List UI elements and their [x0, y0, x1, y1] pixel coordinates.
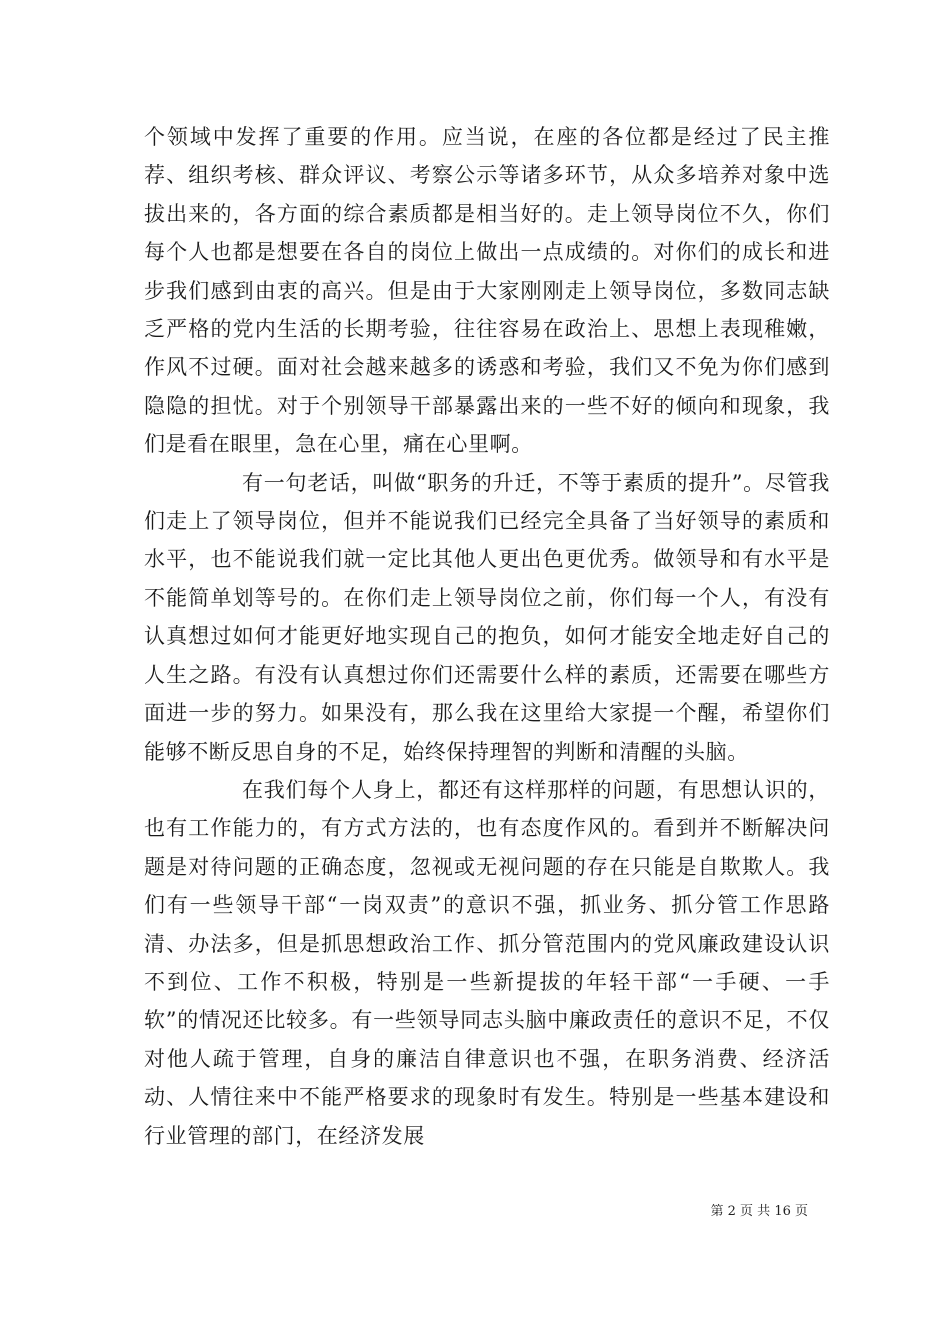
body-text	[144, 118, 830, 1155]
paragraph-2: 有一句老话，叫做“职务的升迁，不等于素质的提升”。尽管我们走上了领导岗位，但并不能说我们已经完全具备了当好领导的素质和水平，也不能说我们就一定比其他人更出色更优秀。做领导和有水平是不能简单划等号的。在你们走上领导岗位之前，你们每一个人，有没有认真想过如何才能更好地实现自己的抱负，如何才能安全地走好自己的人生之路。有没有认真想过你们还需要什么样的素质，还需要在哪些方面进一步的努力。如果没有，那么我在这里给大家提一个醒，希望你们能够不断反思自身的不足，始终保持理智的判断和清醒的头脑。	[144, 470, 830, 764]
paragraph-1: 个领域中发挥了重要的作用。应当说，在座的各位都是经过了民主推荐、组织考核、群众评议、考察公示等诸多环节，从众多培养对象中选拔出来的，各方面的综合素质都是相当好的。走上领导岗位不久，你们每个人也都是想要在各自的岗位上做出一点成绩的。对你们的成长和进步我们感到由衷的高兴。但是由于大家刚刚走上领导岗位，多数同志缺乏严格的党内生活的长期考验，往往容易在政治上、思想上表现稚嫩，作风不过硬。面对社会越来越多的诱惑和考验，我们又不免为你们感到隐隐的担忧。对于个别领导干部暴露出来的一些不好的倾向和现象，我们是看在眼里，急在心里，痛在心里啊。	[144, 125, 830, 457]
paragraph-3: 在我们每个人身上，都还有这样那样的问题，有思想认识的，也有工作能力的，有方式方法的，也有态度作风的。看到并不断解决问题是对待问题的正确态度，忽视或无视问题的存在只能是自欺欺人。我们有一些领导干部“一岗双责”的意识不强，抓业务、抓分管工作思路清、办法多，但是抓思想政治工作、抓分管范围内的党风廉政建设认识不到位、工作不积极，特别是一些新提拔的年轻干部“一手硬、一手软”的情况还比较多。有一些领导同志头脑中廉政责任的意识不足，不仅对他人疏于管理，自身的廉洁自律意识也不强，在职务消费、经济活动、人情往来中不能严格要求的现象时有发生。特别是一些基本建设和行业管理的部门，在经济发展	[144, 777, 830, 1148]
page-number-footer: 第 2 页 共 16 页	[710, 1204, 808, 1219]
